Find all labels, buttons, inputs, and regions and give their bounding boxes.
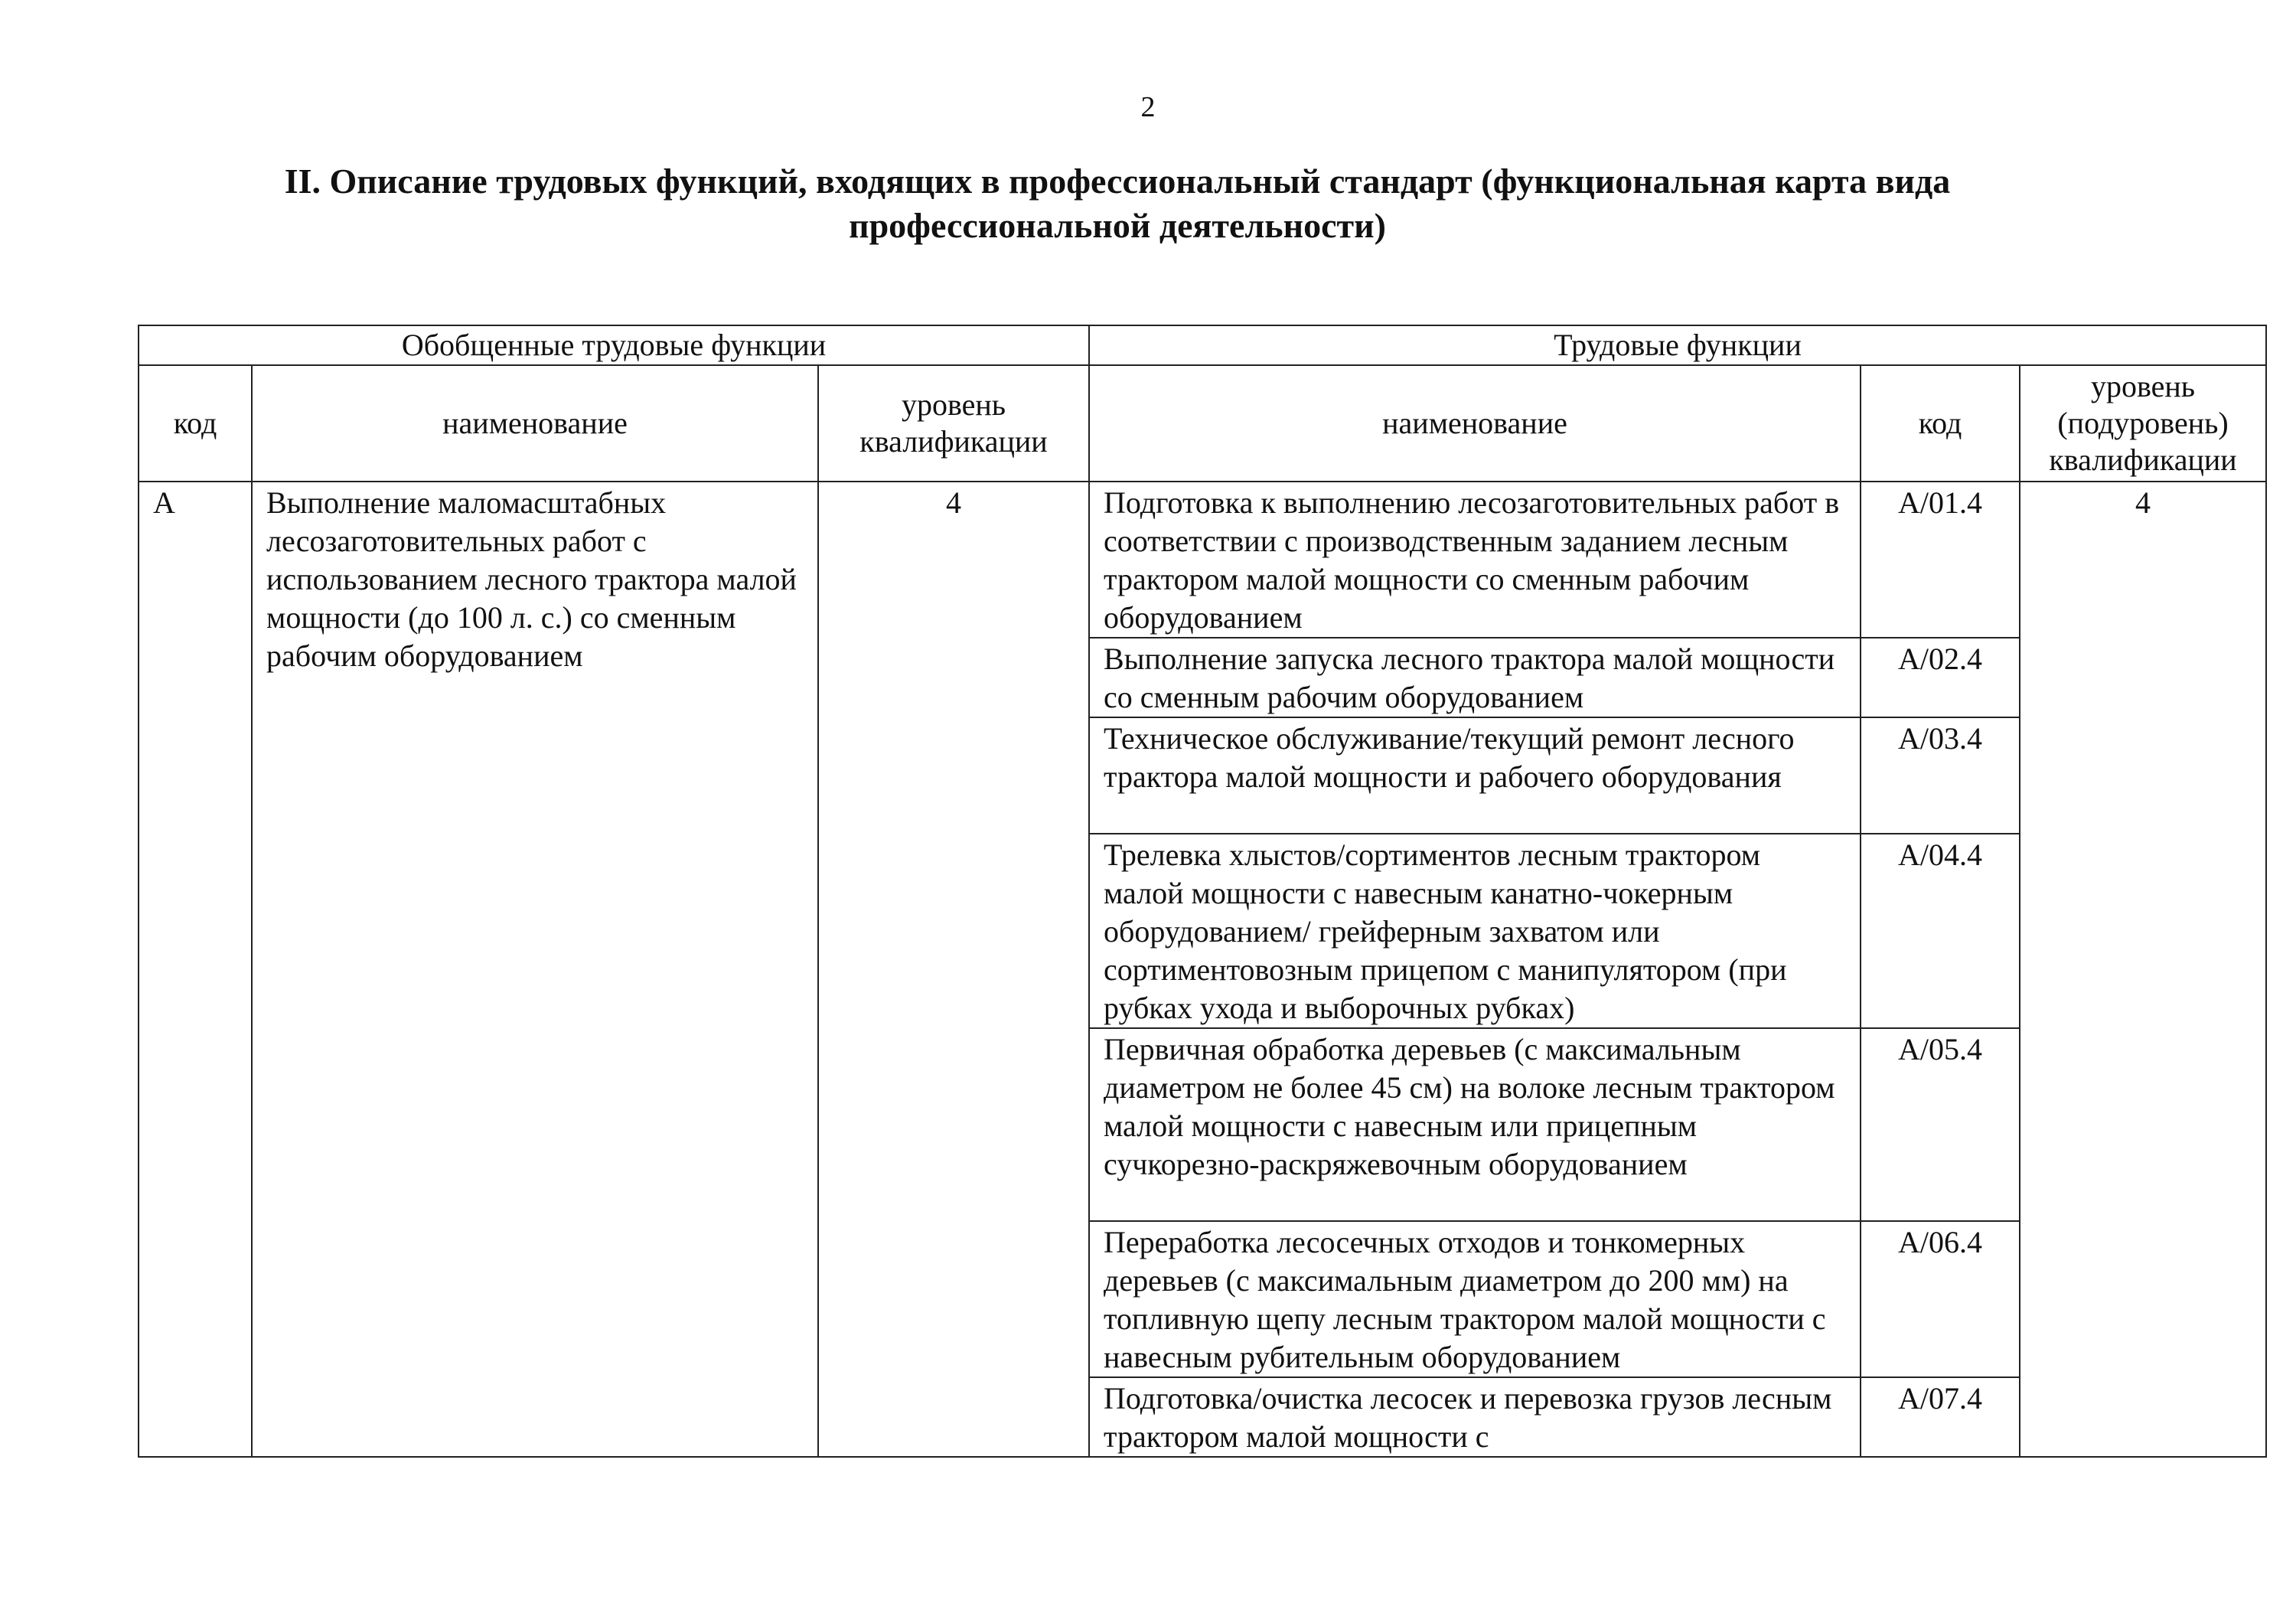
section-title xyxy=(230,159,2005,248)
fn-name-header: наименование xyxy=(1089,365,1861,482)
function-code: А/07.4 xyxy=(1861,1377,2020,1457)
function-name: Первичная обработка деревьев (с максимальным диаметром не более 45 см) на волоке лесным трактором малой мощности с навесным или прицепным сучкорезно-раскряжевочным оборудованием xyxy=(1089,1028,1861,1221)
function-code: А/04.4 xyxy=(1861,834,2020,1028)
gen-code-header: код xyxy=(139,365,252,482)
functional-map-table xyxy=(138,325,2267,1458)
gen-function-level: 4 xyxy=(818,482,1089,1457)
labor-functions-header: Трудовые функции xyxy=(1089,325,2266,365)
function-level: 4 xyxy=(2020,482,2266,1457)
page-number: 2 xyxy=(1140,91,1156,123)
fn-level-header: уровень (подуровень) квалификации xyxy=(2020,365,2266,482)
generalized-functions-header: Обобщенные трудовые функции xyxy=(139,325,1089,365)
gen-function-name: Выполнение маломасштабных лесозаготовительных работ с использованием лесного трактора малой мощности (до 100 л. с.) со сменным рабочим оборудованием xyxy=(252,482,818,1457)
function-name: Подготовка к выполнению лесозаготовительных работ в соответствии с производственным заданием лесным трактором малой мощности со сменным рабочим оборудованием xyxy=(1089,482,1861,638)
function-name: Подготовка/очистка лесосек и перевозка грузов лесным трактором малой мощности с xyxy=(1089,1377,1861,1457)
section-title-line-1: II. Описание трудовых функций, входящих в профессиональный стандарт (функциональная карта вида xyxy=(284,162,1951,201)
function-code: А/06.4 xyxy=(1861,1221,2020,1377)
function-name: Выполнение запуска лесного трактора малой мощности со сменным рабочим оборудованием xyxy=(1089,638,1861,717)
function-code: А/01.4 xyxy=(1861,482,2020,638)
gen-function-code: А xyxy=(139,482,252,1457)
gen-level-header: уровень квалификации xyxy=(818,365,1089,482)
function-code: А/02.4 xyxy=(1861,638,2020,717)
function-name: Переработка лесосечных отходов и тонкомерных деревьев (с максимальным диаметром до 200 мм) на топливную щепу лесным трактором малой мощности с навесным рубительным оборудованием xyxy=(1089,1221,1861,1377)
function-name: Трелевка хлыстов/сортиментов лесным трактором малой мощности с навесным канатно-чокерным оборудованием/ грейферным захватом или сортиментовозным прицепом с манипулятором (при рубках ухода и выборочных рубках) xyxy=(1089,834,1861,1028)
group-header-row xyxy=(139,325,2266,365)
function-name: Техническое обслуживание/текущий ремонт лесного трактора малой мощности и рабочего оборудования xyxy=(1089,717,1861,834)
function-code: А/05.4 xyxy=(1861,1028,2020,1221)
table-row xyxy=(139,482,2266,638)
function-code: А/03.4 xyxy=(1861,717,2020,834)
fn-code-header: код xyxy=(1861,365,2020,482)
section-title-line-2: профессиональной деятельности) xyxy=(849,206,1386,245)
column-header-row xyxy=(139,365,2266,482)
gen-name-header: наименование xyxy=(252,365,818,482)
